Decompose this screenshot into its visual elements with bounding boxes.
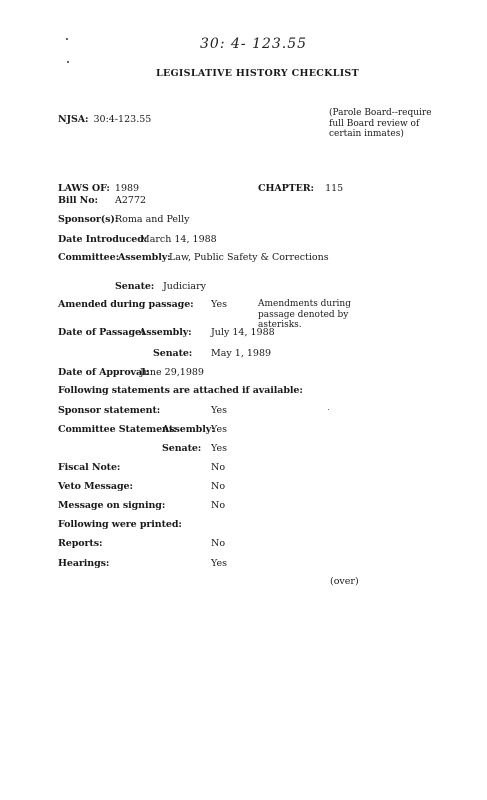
njsa-row xyxy=(58,107,151,126)
passage-assembly-label: Assembly: xyxy=(139,327,192,338)
date-of-approval-value: June 29,1989 xyxy=(140,367,204,378)
bill-no-value: A2772 xyxy=(115,195,147,206)
speck xyxy=(66,38,68,40)
sponsor-statement-value: Yes xyxy=(211,405,227,416)
fiscal-note-value: No xyxy=(211,462,226,473)
chapter-row xyxy=(258,176,343,195)
date-of-approval-label: Date of Approval: xyxy=(58,367,149,378)
amended-value: Yes xyxy=(211,299,227,310)
message-on-signing-label: Message on signing: xyxy=(58,500,166,511)
sponsors-label: Sponsor(s): xyxy=(58,214,119,225)
committee-assembly-value: Law, Public Safety & Corrections xyxy=(169,252,329,263)
statements-header: Following statements are attached if available: xyxy=(58,385,303,396)
handwritten-code: 30: 4- 123.55 xyxy=(200,36,308,52)
laws-of-value: 1989 xyxy=(114,183,140,194)
committee-statement-label: Committee Statement: xyxy=(58,424,177,435)
reports-label: Reports: xyxy=(58,538,103,549)
committee-assembly-label: Assembly: xyxy=(118,252,171,263)
amended-note: Amendments during passage denoted by asterisks. xyxy=(258,299,351,330)
passage-assembly-value: July 14, 1988 xyxy=(211,327,275,338)
passage-senate-value: May 1, 1989 xyxy=(211,348,272,359)
committee-statement-senate-value: Yes xyxy=(211,443,227,454)
veto-message-value: No xyxy=(211,481,226,492)
reports-value: No xyxy=(211,538,226,549)
speck xyxy=(67,61,69,63)
committee-label: Committee: xyxy=(58,252,119,263)
passage-senate-label: Senate: xyxy=(153,348,193,359)
chapter-label: CHAPTER: xyxy=(258,183,314,194)
committee-statement-senate-label: Senate: xyxy=(162,443,202,454)
amended-label: Amended during passage: xyxy=(58,299,194,310)
veto-message-label: Veto Message: xyxy=(58,481,133,492)
speck xyxy=(328,409,329,410)
date-introduced-label: Date Introduced: xyxy=(58,234,148,245)
njsa-value: 30:4-123.55 xyxy=(93,114,152,125)
date-introduced-value: March 14, 1988 xyxy=(140,234,217,245)
fiscal-note-label: Fiscal Note: xyxy=(58,462,121,473)
message-on-signing-value: No xyxy=(211,500,226,511)
laws-of-row xyxy=(58,176,139,195)
laws-of-label: LAWS OF: xyxy=(58,183,110,194)
hearings-value: Yes xyxy=(211,558,227,569)
committee-senate-label: Senate: xyxy=(115,281,155,292)
printed-header: Following were printed: xyxy=(58,519,182,530)
committee-statement-assembly-label: Assembly: xyxy=(162,424,215,435)
committee-statement-assembly-value: Yes xyxy=(211,424,227,435)
bill-description: (Parole Board--require full Board review of certain inmates) xyxy=(329,108,432,139)
chapter-value: 115 xyxy=(325,183,344,194)
sponsors-value: Roma and Pelly xyxy=(115,214,190,225)
njsa-label: NJSA: xyxy=(58,114,89,125)
hearings-label: Hearings: xyxy=(58,558,110,569)
over-note: (over) xyxy=(330,576,359,587)
page-title: LEGISLATIVE HISTORY CHECKLIST xyxy=(156,68,359,79)
date-of-passage-label: Date of Passage: xyxy=(58,327,145,338)
sponsor-statement-label: Sponsor statement: xyxy=(58,405,161,416)
committee-senate-value: Judiciary xyxy=(163,281,206,292)
bill-no-label: Bill No: xyxy=(58,195,98,206)
